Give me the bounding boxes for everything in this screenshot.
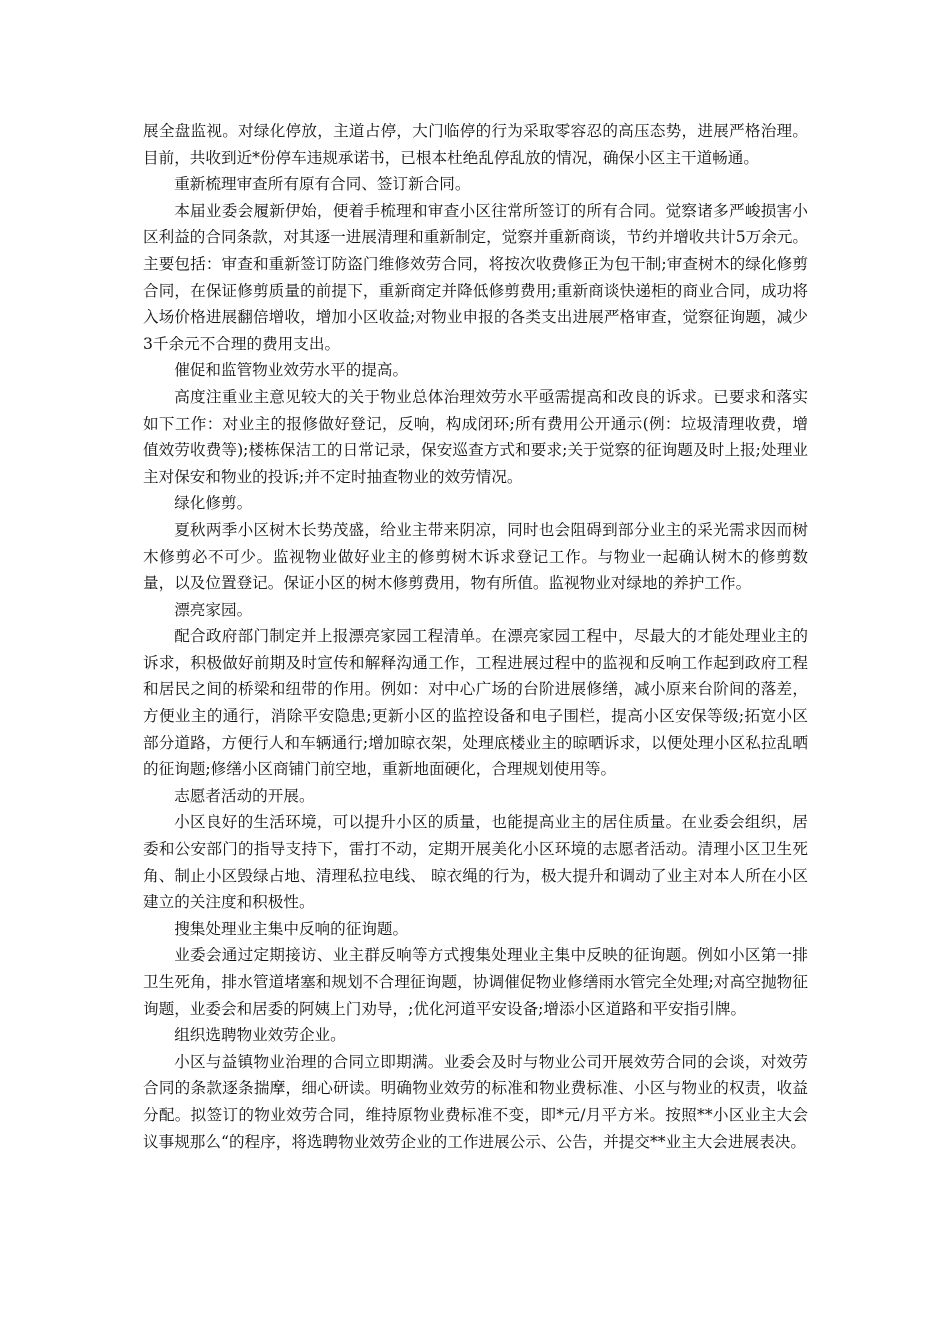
heading-greening: 绿化修剪。 [174,494,253,513]
paragraph-parking-continued: 展全盘监视。对绿化停放，主道占停，大门临停的行为采取零容忍的高压态势，进展严格治理。目前，共收到近*份停车违规承诺书，已根本杜绝乱停乱放的情况，确保小区主干道畅通。 [143,122,808,167]
paragraph-feedback: 业委会通过定期接访、业主群反响等方式搜集处理业主集中反映的征询题。例如小区第一排卫生死角，排水管道堵塞和规划不合理征询题，协调催促物业修缮雨水管完全处理;对高空抛物征询题，业委会和居委的阿姨上门劝导，;优化河道平安设备;增添小区道路和平安指引牌。 [143,946,808,1018]
paragraph-property-selection: 小区与益镇物业治理的合同立即期满。业委会及时与物业公司开展效劳合同的会谈，对效劳合同的条款逐条揣摩，细心研读。明确物业效劳的标准和物业费标准、小区与物业的权责，收益分配。拟签订的物业效劳合同，维持原物业费标准不变，即*元/月平方米。按照**小区业主大会议事规那么“的程序，将选聘物业效劳企业的工作进展公示、公告，并提交**业主大会进展表决。 [143,1052,808,1151]
heading-property-selection: 组织选聘物业效劳企业。 [174,1026,346,1045]
paragraph-contracts: 本届业委会履新伊始，便着手梳理和审查小区往常所签订的所有合同。觉察诸多严峻损害小区利益的合同条款，对其逐一进展清理和重新制定，觉察并重新商谈，节约并增收共计5万余元。主要包括：审查和重新签订防盗门维修效劳合同，将按次收费修正为包干制;审查树木的绿化修剪合同，在保证修剪质量的前提下，重新商定并降低修剪费用;重新商谈快递柜的商业合同，成功将入场价格进展翻倍增收，增加小区收益;对物业申报的各类支出进展严格审查，觉察征询题，减少3千余元不合理的费用支出。 [143,201,808,353]
document-page [143,118,808,1155]
paragraph-volunteers: 小区良好的生活环境，可以提升小区的质量，也能提高业主的居住质量。在业委会组织，居委和公安部门的指导支持下，雷打不动，定期开展美化小区环境的志愿者活动。清理小区卫生死角、制止小区毁绿占地、清理私拉电线、 晾衣绳的行为，极大提升和调动了业主对本人所在小区建立的关注度和积极性。 [143,813,808,912]
heading-property-service: 催促和监管物业效劳水平的提高。 [174,361,409,380]
paragraph-greening: 夏秋两季小区树木长势茂盛，给业主带来阴凉，同时也会阻碍到部分业主的采光需求因而树木修剪必不可少。监视物业做好业主的修剪树木诉求登记工作。与物业一起确认树木的修剪数量，以及位置登记。保证小区的树木修剪费用，物有所值。监视物业对绿地的养护工作。 [143,520,808,593]
heading-beautiful-home: 漂亮家园。 [174,600,253,619]
heading-volunteers: 志愿者活动的开展。 [174,786,315,805]
paragraph-property-service: 高度注重业主意见较大的关于物业总体治理效劳水平亟需提高和改良的诉求。已要求和落实如下工作：对业主的报修做好登记，反响，构成闭环;所有费用公开通示(例：垃圾清理收费，增值效劳收费等);楼栋保洁工的日常记录，保安巡查方式和要求;关于觉察的征询题及时上报;处理业主对保安和物业的投诉;并不定时抽查物业的效劳情况。 [143,387,808,486]
heading-contracts: 重新梳理审查所有原有合同、签订新合同。 [174,175,471,194]
heading-feedback: 搜集处理业主集中反响的征询题。 [174,919,409,938]
paragraph-beautiful-home: 配合政府部门制定并上报漂亮家园工程清单。在漂亮家园工程中，尽最大的才能处理业主的诉求，积极做好前期及时宣传和解释沟通工作，工程进展过程中的监视和反响工作起到政府工程和居民之间的桥梁和纽带的作用。例如：对中心广场的台阶进展修缮，减小原来台阶间的落差，方便业主的通行，消除平安隐患;更新小区的监控设备和电子围栏，提高小区安保等级;拓宽小区部分道路，方便行人和车辆通行;增加晾衣架，处理底楼业主的晾晒诉求，以便处理小区私拉乱晒的征询题;修缮小区商铺门前空地，重新地面硬化，合理规划使用等。 [143,627,808,779]
